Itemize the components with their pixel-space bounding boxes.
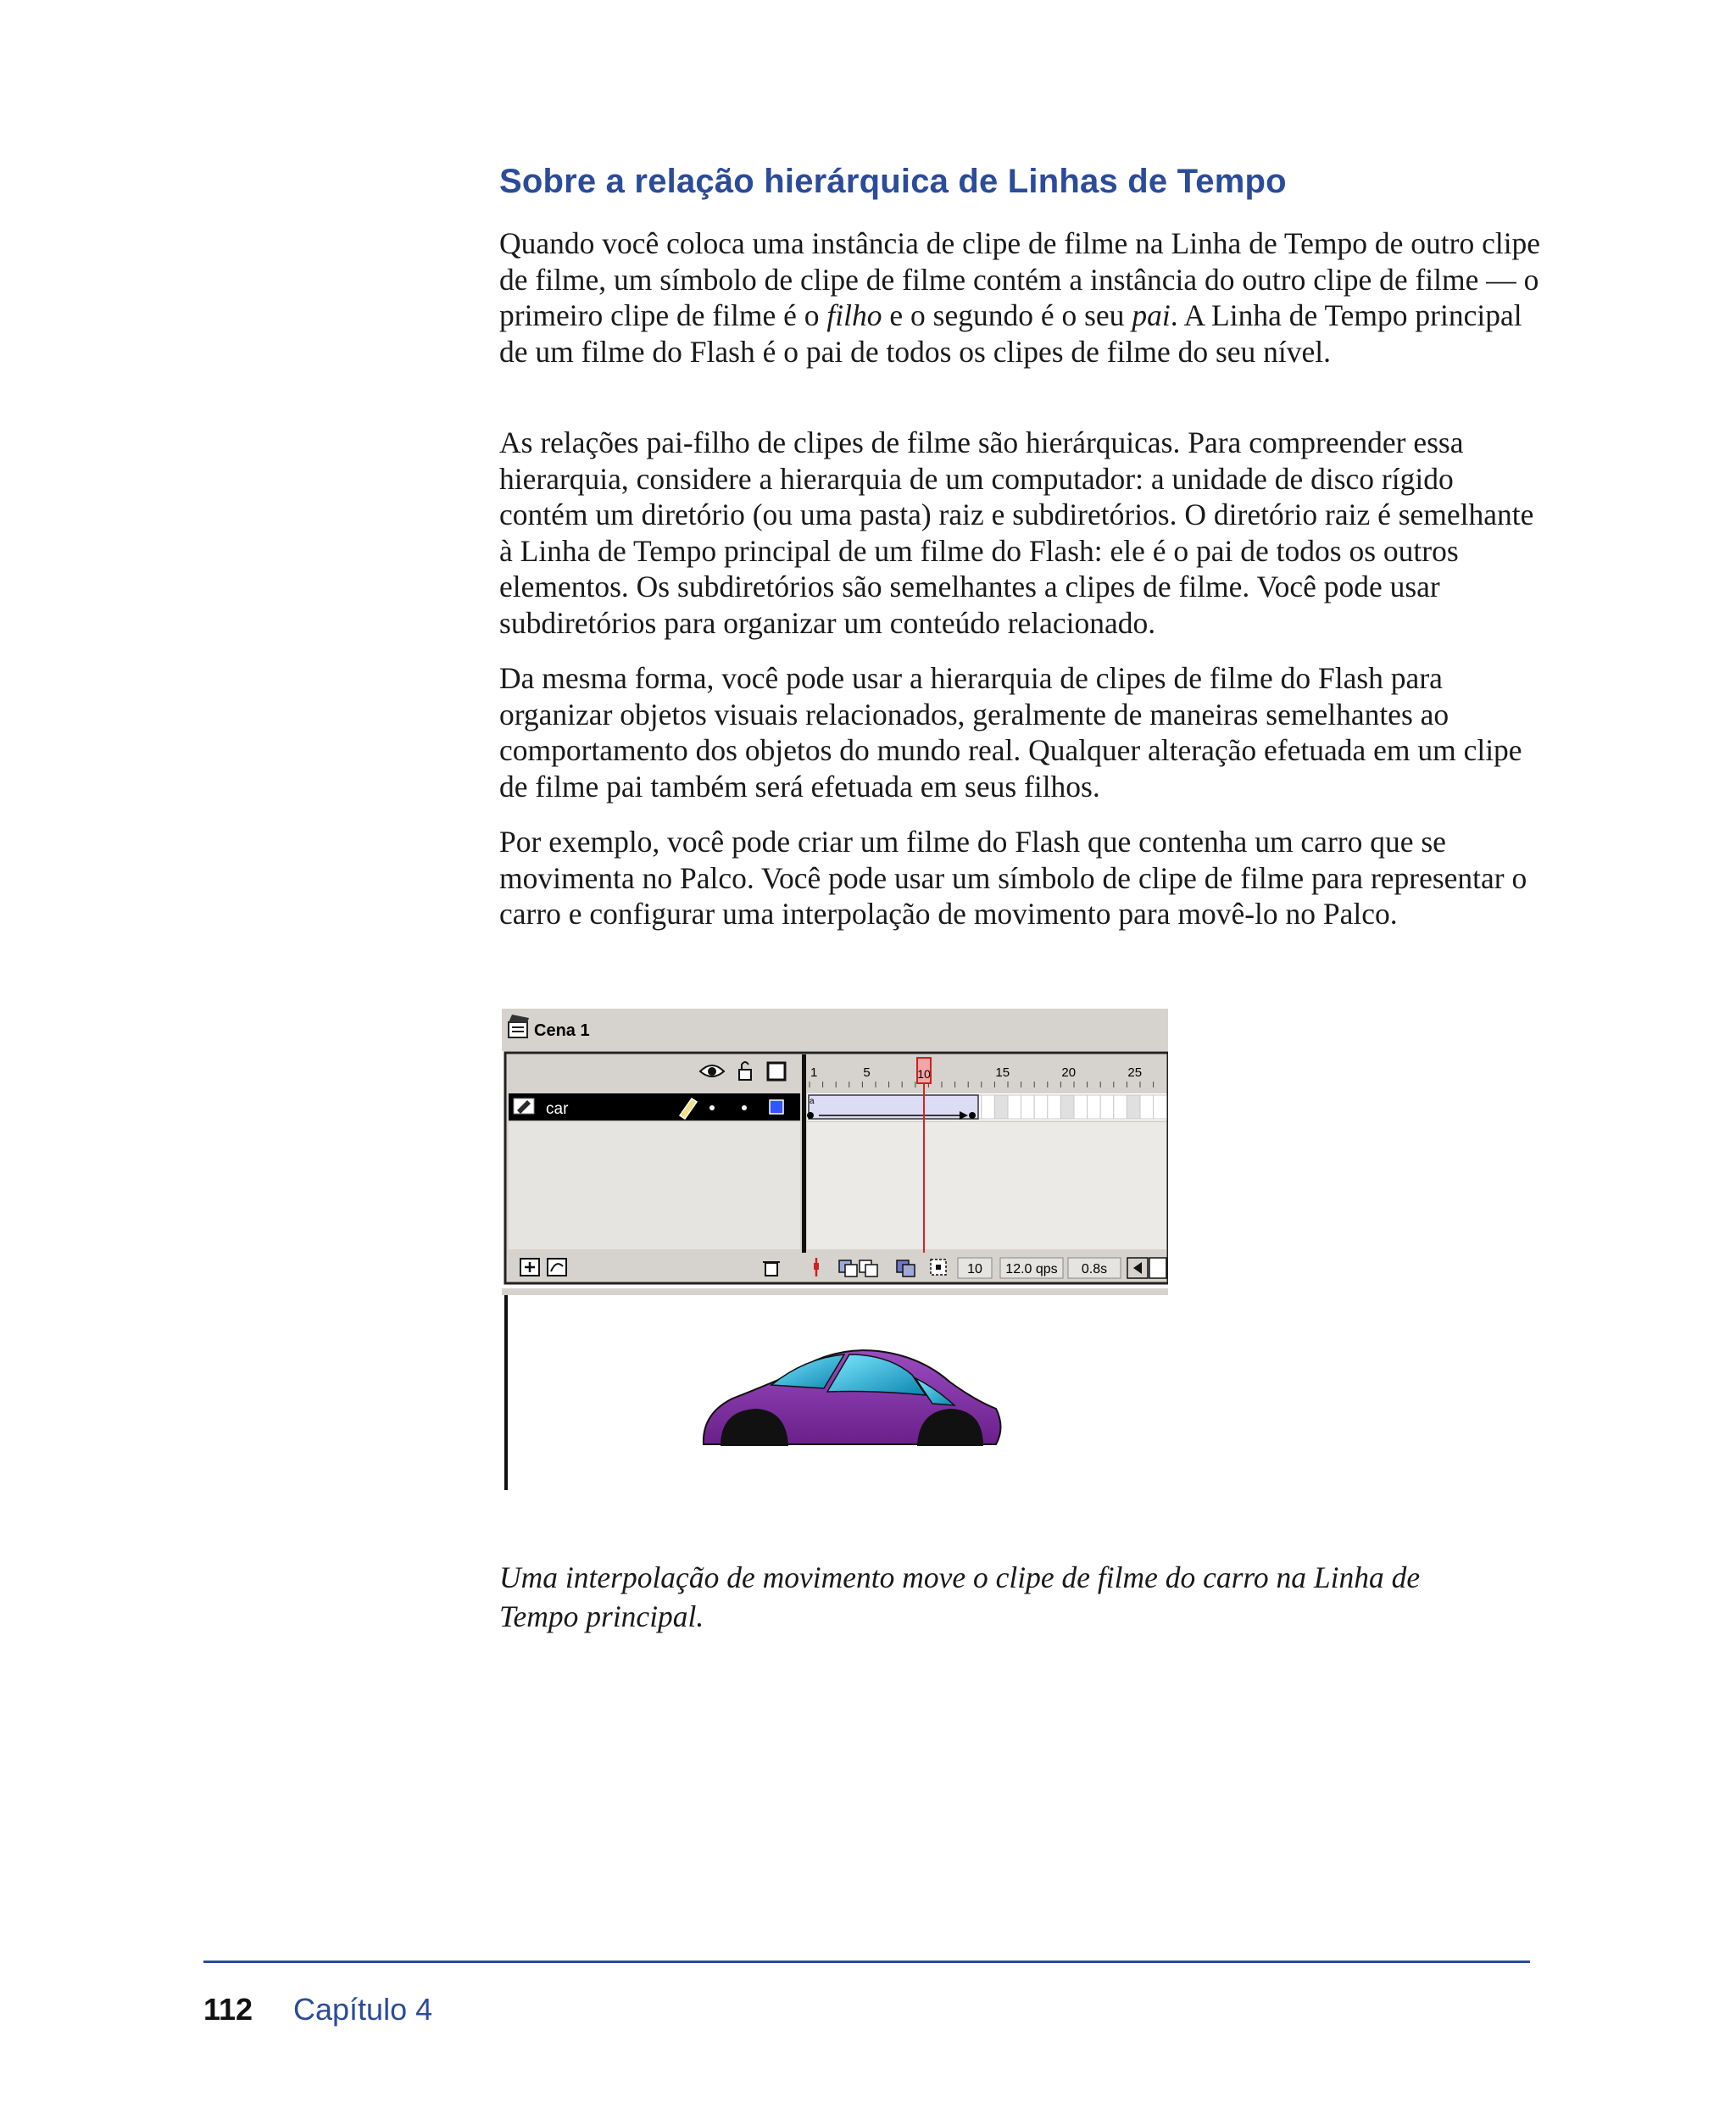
figure-caption: Uma interpolação de movimento move o clipe de filme do carro na Linha de Tempo principal. — [499, 1560, 1421, 1633]
page-number: 112 — [203, 1992, 253, 2027]
paragraph-2: As relações pai-filho de clipes de filme são hierárquicas. Para compreender essa hierarquia, considere a hierarquia de um computador: a unidade de disco rígido contém um diretório (ou uma pasta) raiz e subdiretórios. O diretório raiz é semelhante à Linha de Tempo principal de um filme do Flash: ele é o pai de todos os outros elementos. Os subdiretórios são semelhantes a clipes de filme. Você pode usar subdiretórios para organizar um conteúdo relacionado. — [499, 425, 1534, 640]
paragraph-3: Da mesma forma, você pode usar a hierarquia de clipes de filme do Flash para organizar objetos visuais relacionados, geralmente de maneiras semelhantes ao comportamento dos objetos do mundo real. Qualquer alteração efetuada em um clipe de filme pai também será efetuada em seus filhos. — [499, 661, 1522, 804]
frame-cell[interactable] — [1114, 1095, 1127, 1119]
frame-cell[interactable] — [1154, 1095, 1167, 1119]
ruler-label: 15 — [995, 1065, 1010, 1080]
lock-dot[interactable] — [742, 1105, 747, 1110]
frame-cell[interactable] — [1140, 1095, 1154, 1119]
frame-ruler[interactable] — [807, 1054, 1166, 1088]
timeline-screenshot — [502, 1009, 1168, 1490]
add-layer-icon[interactable] — [520, 1259, 539, 1276]
frame-cell[interactable] — [1088, 1095, 1101, 1119]
modify-onion-markers-icon[interactable] — [931, 1260, 946, 1275]
panel-divider[interactable] — [802, 1054, 806, 1282]
outline-color-swatch[interactable] — [770, 1100, 783, 1114]
scroll-left-arrow-icon[interactable] — [1127, 1258, 1148, 1278]
timeline-figure — [502, 1009, 1168, 1490]
frame-cell[interactable] — [1021, 1095, 1035, 1119]
playhead-label: 10 — [917, 1067, 931, 1081]
layer-header — [507, 1054, 802, 1088]
ruler-label: 5 — [863, 1065, 871, 1080]
paragraph-1 — [499, 225, 1542, 370]
timeline-status-bar — [507, 1253, 1166, 1282]
paragraph-1-text-a: Quando você coloca uma instância de clipe de filme na Linha de Tempo de outro clipe de filme, um símbolo de clipe de filme contém a instância do outro clipe de filme — o primeiro clipe de filme é o — [499, 226, 1541, 332]
term-filho: filho — [826, 298, 882, 332]
paragraph-1-text-b: e o segundo é o seu — [882, 298, 1132, 332]
end-keyframe[interactable] — [969, 1112, 976, 1119]
add-motion-guide-icon[interactable] — [548, 1259, 566, 1276]
clapperboard-icon — [509, 1015, 529, 1037]
ruler-label: 25 — [1127, 1065, 1143, 1080]
stage-separator — [502, 1288, 1168, 1295]
frame-cell[interactable] — [1048, 1095, 1061, 1119]
chapter-label: Capítulo 4 — [293, 1992, 433, 2027]
frame-cell[interactable] — [1100, 1095, 1114, 1119]
footer-rule — [203, 1960, 1530, 1963]
keyframe-label: a — [810, 1097, 815, 1106]
frame-cell[interactable] — [1060, 1095, 1074, 1119]
frame-cell[interactable] — [1034, 1095, 1048, 1119]
scene-label[interactable]: Cena 1 — [534, 1021, 590, 1040]
outline-square-icon[interactable] — [768, 1063, 785, 1080]
frame-cell[interactable] — [982, 1095, 995, 1119]
frame-rate-value: 12.0 qps — [1005, 1262, 1058, 1276]
layer-list-empty — [509, 1122, 800, 1249]
frame-cell[interactable] — [1074, 1095, 1088, 1119]
frame-cell[interactable] — [1127, 1095, 1140, 1119]
visibility-dot[interactable] — [709, 1105, 715, 1110]
current-frame-value: 10 — [967, 1262, 982, 1276]
ruler-label: 1 — [810, 1065, 818, 1080]
ruler-label: 20 — [1061, 1065, 1077, 1080]
horizontal-scrollbar-track[interactable] — [1149, 1258, 1166, 1278]
scene-bar — [502, 1009, 1168, 1051]
layer-icon — [514, 1098, 534, 1114]
frames-empty-area — [807, 1122, 1166, 1249]
layer-name[interactable]: car — [546, 1100, 569, 1118]
frame-cell[interactable] — [994, 1095, 1008, 1119]
paragraph-1-text-c: . A Linha de Tempo principal de um filme do Flash é o pai de todos os clipes de filme do seu nível. — [499, 298, 1522, 369]
frame-cell[interactable] — [1008, 1095, 1021, 1119]
section-heading: Sobre a relação hierárquica de Linhas de Tempo — [499, 163, 1287, 200]
paragraph-4: Por exemplo, você pode criar um filme do Flash que contenha um carro que se movimenta no Palco. Você pode usar um símbolo de clipe de filme para representar o carro e configurar uma interpolação de movimento para movê-lo no Palco. — [499, 825, 1527, 931]
start-keyframe[interactable] — [807, 1112, 814, 1119]
trash-icon[interactable] — [763, 1262, 780, 1276]
term-pai: pai — [1132, 298, 1171, 332]
elapsed-time-value: 0.8s — [1081, 1262, 1108, 1276]
